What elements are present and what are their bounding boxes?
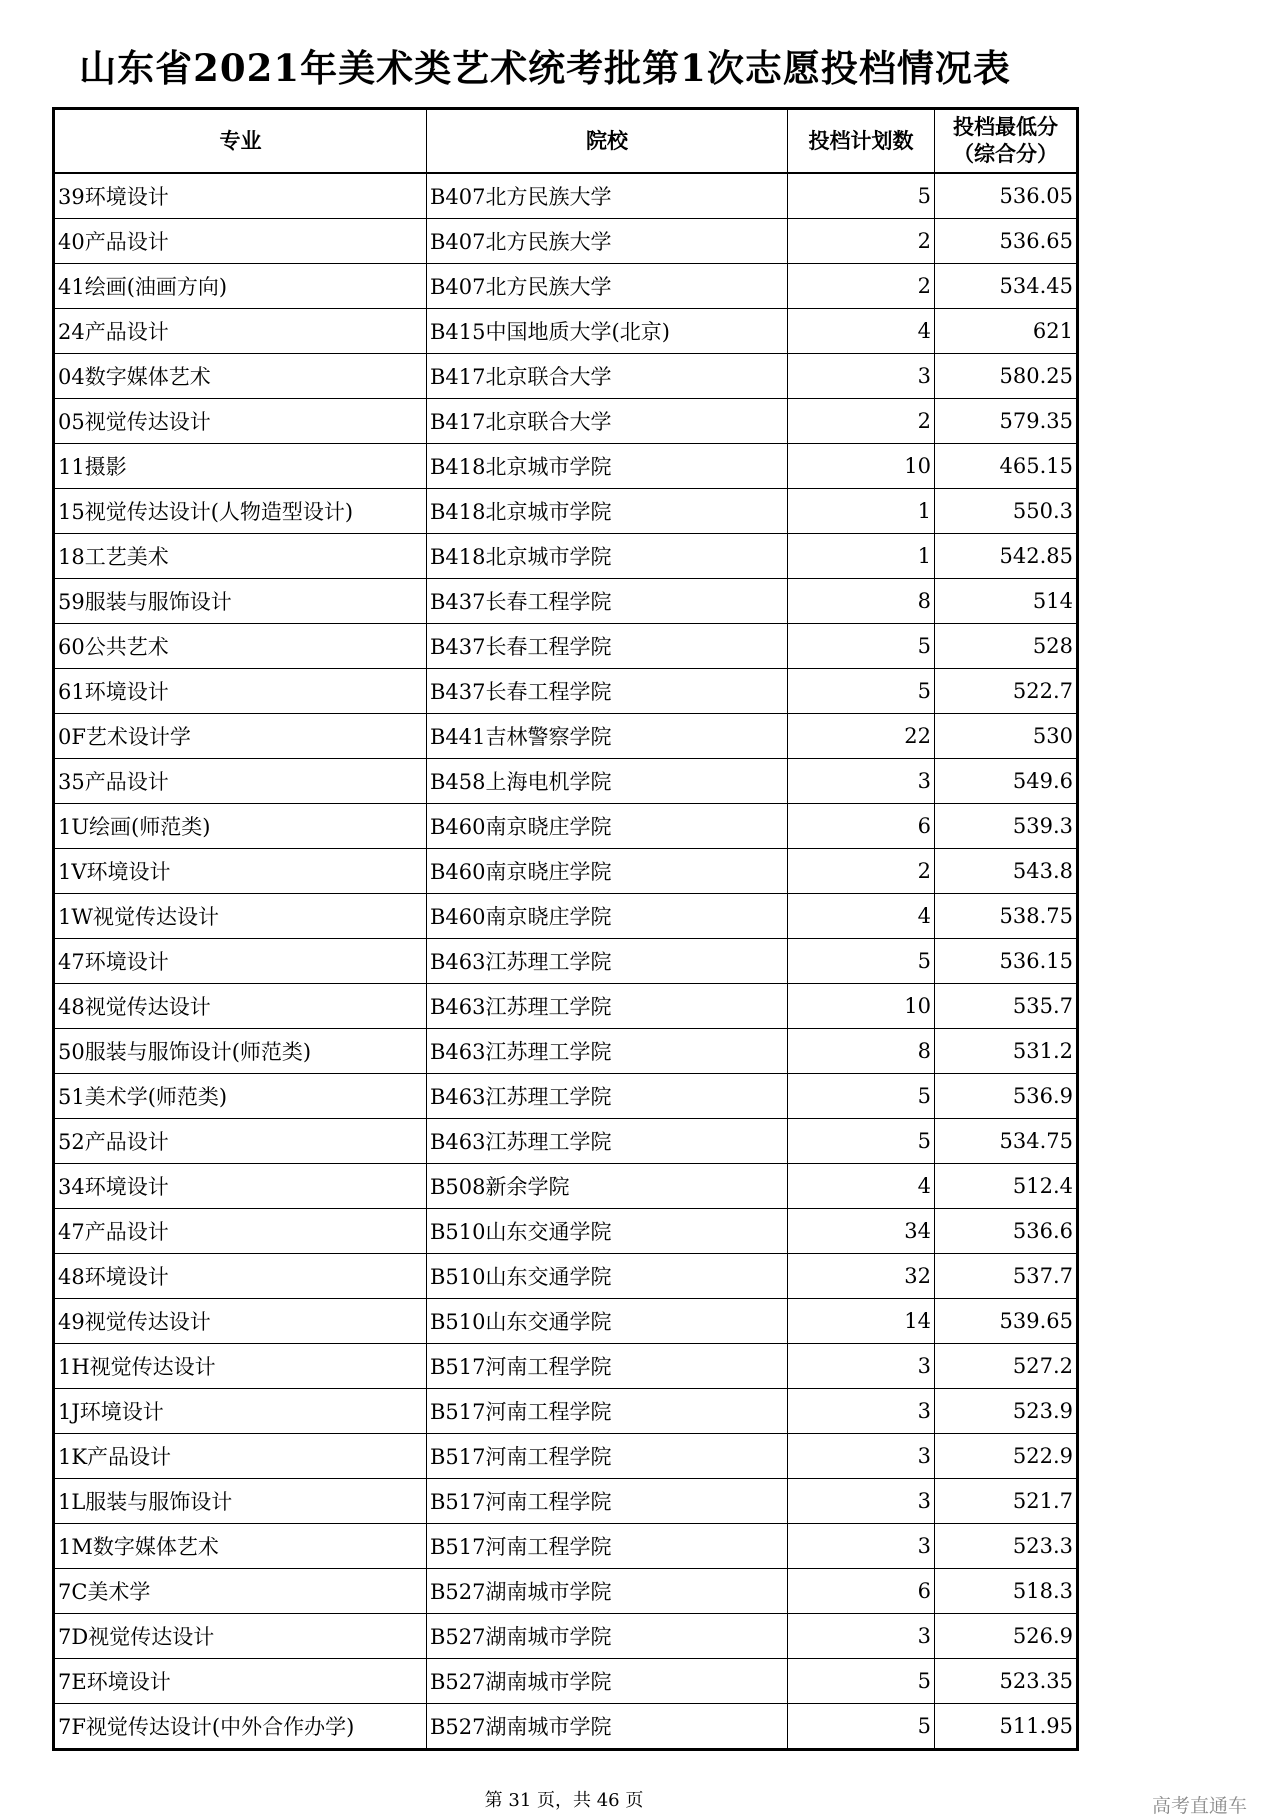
cell-school: B415中国地质大学(北京) — [427, 309, 788, 354]
cell-min-score: 511.95 — [935, 1704, 1078, 1750]
table-row — [54, 804, 1078, 849]
table-row — [54, 1704, 1078, 1750]
cell-plan-count: 3 — [788, 1344, 935, 1389]
cell-plan-count: 5 — [788, 1074, 935, 1119]
cell-major: 60公共艺术 — [54, 624, 427, 669]
cell-min-score: 579.35 — [935, 399, 1078, 444]
cell-school: B437长春工程学院 — [427, 624, 788, 669]
cell-min-score: 518.3 — [935, 1569, 1078, 1614]
cell-school: B508新余学院 — [427, 1164, 788, 1209]
cell-major: 59服装与服饰设计 — [54, 579, 427, 624]
cell-min-score: 534.45 — [935, 264, 1078, 309]
cell-plan-count: 34 — [788, 1209, 935, 1254]
cell-min-score: 528 — [935, 624, 1078, 669]
table-row — [54, 399, 1078, 444]
table-row — [54, 264, 1078, 309]
table-row — [54, 624, 1078, 669]
cell-school: B510山东交通学院 — [427, 1299, 788, 1344]
cell-plan-count: 5 — [788, 1659, 935, 1704]
table-row — [54, 444, 1078, 489]
cell-major: 11摄影 — [54, 444, 427, 489]
cell-major: 48视觉传达设计 — [54, 984, 427, 1029]
cell-major: 40产品设计 — [54, 219, 427, 264]
cell-plan-count: 10 — [788, 984, 935, 1029]
header-min-score — [935, 109, 1078, 174]
table-row — [54, 534, 1078, 579]
cell-plan-count: 10 — [788, 444, 935, 489]
table-row — [54, 984, 1078, 1029]
table-row — [54, 1434, 1078, 1479]
cell-school: B527湖南城市学院 — [427, 1614, 788, 1659]
page-title: 山东省2021年美术类艺术统考批第1次志愿投档情况表 — [79, 46, 1011, 90]
cell-school: B418北京城市学院 — [427, 489, 788, 534]
cell-major: 39环境设计 — [54, 173, 427, 219]
cell-school: B463江苏理工学院 — [427, 939, 788, 984]
cell-min-score: 512.4 — [935, 1164, 1078, 1209]
cell-plan-count: 14 — [788, 1299, 935, 1344]
table-row — [54, 669, 1078, 714]
cell-major: 1H视觉传达设计 — [54, 1344, 427, 1389]
cell-plan-count: 2 — [788, 849, 935, 894]
cell-min-score: 536.65 — [935, 219, 1078, 264]
table-row — [54, 1074, 1078, 1119]
cell-plan-count: 1 — [788, 534, 935, 579]
cell-plan-count: 6 — [788, 804, 935, 849]
cell-school: B460南京晓庄学院 — [427, 894, 788, 939]
cell-plan-count: 5 — [788, 624, 935, 669]
header-min-score-line2: （综合分） — [953, 142, 1058, 166]
table-row — [54, 354, 1078, 399]
cell-major: 49视觉传达设计 — [54, 1299, 427, 1344]
table-row — [54, 1344, 1078, 1389]
cell-major: 48环境设计 — [54, 1254, 427, 1299]
cell-plan-count: 3 — [788, 1389, 935, 1434]
table-row — [54, 309, 1078, 354]
table-row — [54, 1389, 1078, 1434]
admission-table — [52, 107, 1079, 1751]
cell-school: B527湖南城市学院 — [427, 1569, 788, 1614]
cell-major: 1W视觉传达设计 — [54, 894, 427, 939]
cell-school: B517河南工程学院 — [427, 1479, 788, 1524]
cell-min-score: 536.05 — [935, 173, 1078, 219]
cell-school: B510山东交通学院 — [427, 1254, 788, 1299]
cell-school: B418北京城市学院 — [427, 444, 788, 489]
cell-major: 50服装与服饰设计(师范类) — [54, 1029, 427, 1074]
cell-min-score: 522.9 — [935, 1434, 1078, 1479]
header-school: 院校 — [427, 109, 788, 174]
cell-plan-count: 2 — [788, 219, 935, 264]
cell-min-score: 550.3 — [935, 489, 1078, 534]
table-row — [54, 1254, 1078, 1299]
cell-school: B510山东交通学院 — [427, 1209, 788, 1254]
cell-major: 0F艺术设计学 — [54, 714, 427, 759]
table-row — [54, 1209, 1078, 1254]
cell-school: B517河南工程学院 — [427, 1389, 788, 1434]
cell-plan-count: 5 — [788, 1704, 935, 1750]
cell-plan-count: 3 — [788, 1524, 935, 1569]
cell-plan-count: 3 — [788, 1434, 935, 1479]
cell-min-score: 526.9 — [935, 1614, 1078, 1659]
table-row — [54, 849, 1078, 894]
header-min-score-line1: 投档最低分 — [953, 115, 1058, 139]
cell-min-score: 549.6 — [935, 759, 1078, 804]
cell-major: 1V环境设计 — [54, 849, 427, 894]
cell-plan-count: 5 — [788, 669, 935, 714]
cell-min-score: 580.25 — [935, 354, 1078, 399]
cell-major: 41绘画(油画方向) — [54, 264, 427, 309]
cell-major: 7E环境设计 — [54, 1659, 427, 1704]
table-row — [54, 714, 1078, 759]
cell-school: B460南京晓庄学院 — [427, 804, 788, 849]
cell-major: 1U绘画(师范类) — [54, 804, 427, 849]
cell-school: B417北京联合大学 — [427, 354, 788, 399]
cell-min-score: 531.2 — [935, 1029, 1078, 1074]
cell-min-score: 523.3 — [935, 1524, 1078, 1569]
table-row — [54, 579, 1078, 624]
table-row — [54, 1569, 1078, 1614]
cell-school: B458上海电机学院 — [427, 759, 788, 804]
cell-plan-count: 6 — [788, 1569, 935, 1614]
page-footer: 第 31 页，共 46 页 — [484, 1790, 644, 1811]
cell-school: B460南京晓庄学院 — [427, 849, 788, 894]
watermark: 高考直通车 — [1152, 1795, 1248, 1817]
cell-min-score: 536.15 — [935, 939, 1078, 984]
cell-plan-count: 5 — [788, 939, 935, 984]
table-header-row — [54, 109, 1078, 174]
cell-plan-count: 5 — [788, 1119, 935, 1164]
cell-plan-count: 3 — [788, 759, 935, 804]
cell-plan-count: 8 — [788, 1029, 935, 1074]
table-row — [54, 1479, 1078, 1524]
cell-major: 1K产品设计 — [54, 1434, 427, 1479]
cell-major: 52产品设计 — [54, 1119, 427, 1164]
table-row — [54, 894, 1078, 939]
cell-min-score: 537.7 — [935, 1254, 1078, 1299]
table-row — [54, 1659, 1078, 1704]
cell-school: B437长春工程学院 — [427, 669, 788, 714]
table-body — [54, 173, 1078, 1750]
cell-major: 24产品设计 — [54, 309, 427, 354]
cell-school: B517河南工程学院 — [427, 1344, 788, 1389]
cell-min-score: 534.75 — [935, 1119, 1078, 1164]
cell-plan-count: 2 — [788, 399, 935, 444]
cell-plan-count: 4 — [788, 309, 935, 354]
cell-min-score: 530 — [935, 714, 1078, 759]
table-row — [54, 1614, 1078, 1659]
cell-major: 7C美术学 — [54, 1569, 427, 1614]
cell-major: 51美术学(师范类) — [54, 1074, 427, 1119]
table-row — [54, 939, 1078, 984]
cell-major: 34环境设计 — [54, 1164, 427, 1209]
cell-min-score: 523.9 — [935, 1389, 1078, 1434]
cell-plan-count: 3 — [788, 354, 935, 399]
table-row — [54, 173, 1078, 219]
cell-major: 05视觉传达设计 — [54, 399, 427, 444]
cell-major: 04数字媒体艺术 — [54, 354, 427, 399]
cell-major: 1J环境设计 — [54, 1389, 427, 1434]
table-row — [54, 759, 1078, 804]
cell-plan-count: 3 — [788, 1614, 935, 1659]
cell-major: 47产品设计 — [54, 1209, 427, 1254]
cell-major: 18工艺美术 — [54, 534, 427, 579]
cell-school: B517河南工程学院 — [427, 1434, 788, 1479]
cell-min-score: 521.7 — [935, 1479, 1078, 1524]
cell-school: B441吉林警察学院 — [427, 714, 788, 759]
cell-school: B418北京城市学院 — [427, 534, 788, 579]
cell-school: B407北方民族大学 — [427, 219, 788, 264]
table-row — [54, 219, 1078, 264]
cell-plan-count: 22 — [788, 714, 935, 759]
cell-major: 7F视觉传达设计(中外合作办学) — [54, 1704, 427, 1750]
cell-major: 35产品设计 — [54, 759, 427, 804]
table-row — [54, 1299, 1078, 1344]
table-row — [54, 489, 1078, 534]
cell-major: 61环境设计 — [54, 669, 427, 714]
cell-min-score: 514 — [935, 579, 1078, 624]
table-row — [54, 1164, 1078, 1209]
cell-school: B407北方民族大学 — [427, 264, 788, 309]
cell-min-score: 527.2 — [935, 1344, 1078, 1389]
cell-min-score: 522.7 — [935, 669, 1078, 714]
cell-school: B527湖南城市学院 — [427, 1704, 788, 1750]
cell-school: B527湖南城市学院 — [427, 1659, 788, 1704]
cell-major: 47环境设计 — [54, 939, 427, 984]
cell-min-score: 536.6 — [935, 1209, 1078, 1254]
cell-plan-count: 4 — [788, 1164, 935, 1209]
cell-school: B437长春工程学院 — [427, 579, 788, 624]
cell-plan-count: 3 — [788, 1479, 935, 1524]
cell-major: 7D视觉传达设计 — [54, 1614, 427, 1659]
cell-min-score: 465.15 — [935, 444, 1078, 489]
cell-min-score: 542.85 — [935, 534, 1078, 579]
cell-school: B463江苏理工学院 — [427, 984, 788, 1029]
header-major: 专业 — [54, 109, 427, 174]
cell-major: 15视觉传达设计(人物造型设计) — [54, 489, 427, 534]
table-row — [54, 1119, 1078, 1164]
cell-min-score: 535.7 — [935, 984, 1078, 1029]
cell-major: 1L服装与服饰设计 — [54, 1479, 427, 1524]
cell-plan-count: 8 — [788, 579, 935, 624]
cell-plan-count: 1 — [788, 489, 935, 534]
cell-school: B463江苏理工学院 — [427, 1074, 788, 1119]
cell-min-score: 543.8 — [935, 849, 1078, 894]
cell-major: 1M数字媒体艺术 — [54, 1524, 427, 1569]
cell-min-score: 523.35 — [935, 1659, 1078, 1704]
header-plan-count: 投档计划数 — [788, 109, 935, 174]
table-row — [54, 1029, 1078, 1074]
cell-plan-count: 32 — [788, 1254, 935, 1299]
cell-school: B517河南工程学院 — [427, 1524, 788, 1569]
cell-plan-count: 5 — [788, 173, 935, 219]
cell-school: B407北方民族大学 — [427, 173, 788, 219]
cell-min-score: 539.65 — [935, 1299, 1078, 1344]
cell-school: B463江苏理工学院 — [427, 1119, 788, 1164]
cell-school: B417北京联合大学 — [427, 399, 788, 444]
cell-min-score: 621 — [935, 309, 1078, 354]
cell-plan-count: 2 — [788, 264, 935, 309]
table-row — [54, 1524, 1078, 1569]
cell-plan-count: 4 — [788, 894, 935, 939]
cell-min-score: 538.75 — [935, 894, 1078, 939]
cell-school: B463江苏理工学院 — [427, 1029, 788, 1074]
cell-min-score: 539.3 — [935, 804, 1078, 849]
cell-min-score: 536.9 — [935, 1074, 1078, 1119]
